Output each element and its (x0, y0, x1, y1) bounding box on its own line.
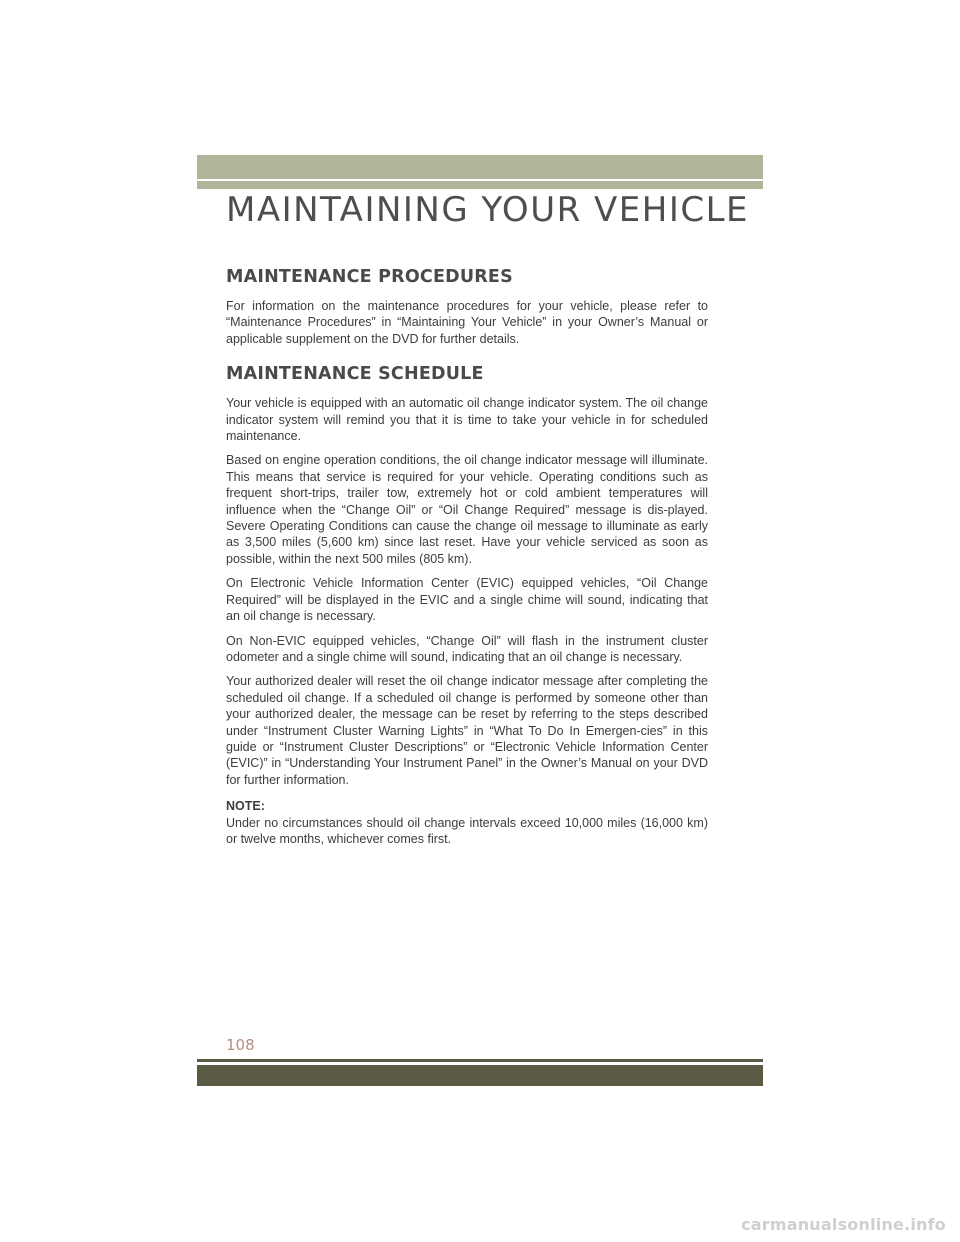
footer-rule (197, 1059, 763, 1062)
section-heading: MAINTENANCE SCHEDULE (226, 364, 484, 385)
header-band (197, 155, 763, 179)
page-content (226, 266, 708, 847)
section-heading: MAINTENANCE PROCEDURES (226, 267, 513, 287)
watermark: carmanualsonline.info (741, 1215, 946, 1234)
chapter-title: MAINTAINING YOUR VEHICLE (226, 190, 750, 230)
paragraph: For information on the maintenance procedures for your vehicle, please refer to “Maintenance Procedures” in “Maintaining Your Vehicle” in your Owner’s Manual or applicable supplement on the DVD for further details. (226, 299, 708, 346)
paragraph: Based on engine operation conditions, the oil change indicator message will illuminate. This means that service is required for your vehicle. Operating conditions such as frequent short-trips, trailer tow, extremely hot or cold ambient temperatures will influence when the “Change Oil” or “Oil Change Required” message is dis-played. Severe Operating Conditions can cause the change oil message to illuminate as early as 3,500 miles (5,600 km) since last reset. Have your vehicle serviced as soon as possible, within the next 500 miles (805 km). (226, 453, 708, 566)
section-maintenance-schedule (226, 363, 708, 847)
note-label: NOTE: (226, 799, 265, 814)
header-rule (197, 181, 763, 189)
paragraph: On Non-EVIC equipped vehicles, “Change Oil” will flash in the instrument cluster odometer and a single chime will sound, indicating that an oil change is necessary. (226, 633, 708, 664)
page-number: 108 (226, 1036, 255, 1054)
footer-band (197, 1065, 763, 1086)
note-text: Under no circumstances should oil change intervals exceed 10,000 miles (16,000 km) or twelve months, whichever comes first. (226, 815, 708, 846)
paragraph: On Electronic Vehicle Information Center (EVIC) equipped vehicles, “Oil Change Required” will be displayed in the EVIC and a single chime will sound, indicating that an oil change is necessary. (226, 576, 708, 624)
paragraph: Your authorized dealer will reset the oil change indicator message after completing the scheduled oil change. If a scheduled oil change is performed by someone other than your authorized dealer, the message can be reset by referring to the steps described under “Instrument Cluster Warning Lights” in “What To Do In Emergen-cies” in this guide or “Instrument Cluster Descriptions” or “Electronic Vehicle Information Center (EVIC)” in “Understanding Your Instrument Panel” in the Owner’s Manual on your DVD for further information. (226, 674, 708, 787)
paragraph: Your vehicle is equipped with an automatic oil change indicator system. The oil change indicator system will remind you that it is time to take your vehicle in for scheduled maintenance. (226, 396, 708, 444)
section-maintenance-procedures (226, 266, 708, 347)
